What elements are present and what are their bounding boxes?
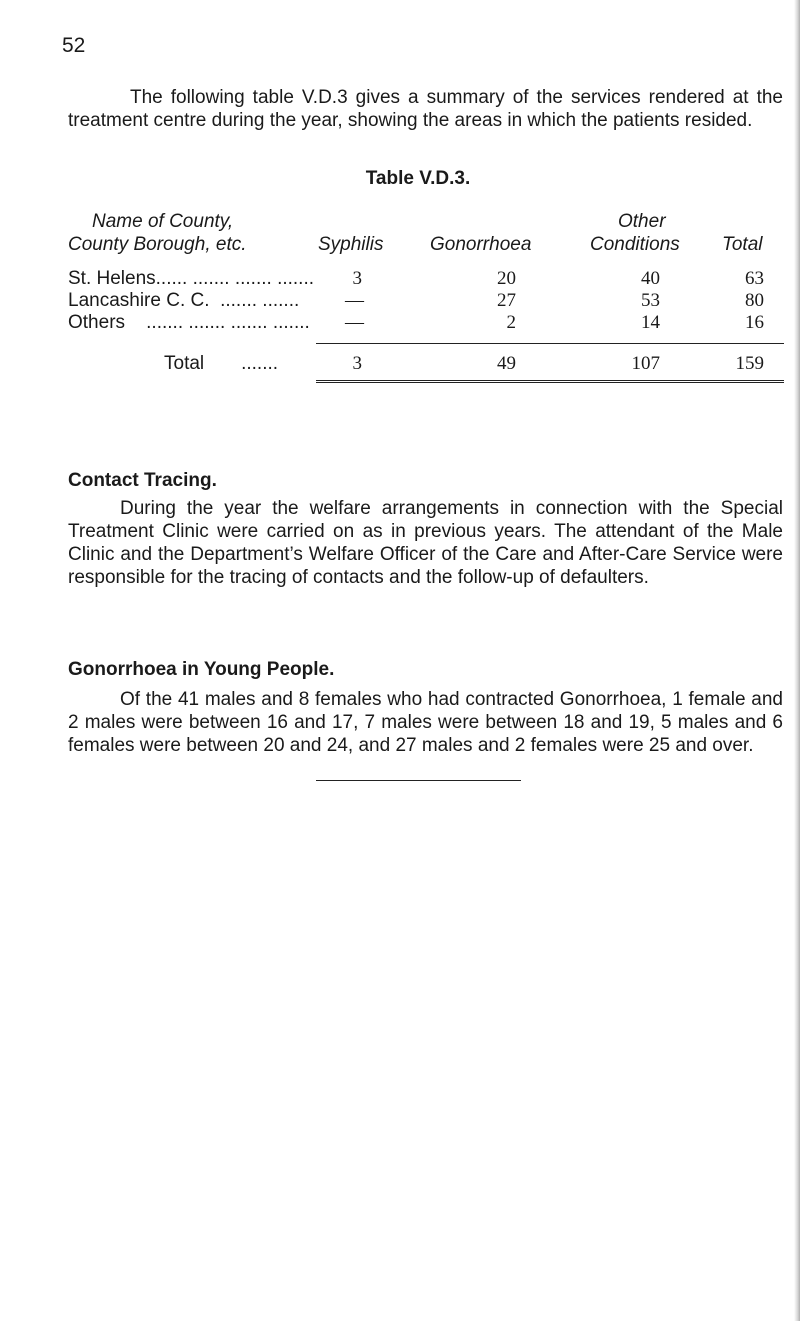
cell-gonorrhoea: 2 <box>506 312 516 333</box>
intro-paragraph: The following table V.D.3 gives a summary of the services rendered at the treatment centre during the year, showing the areas in which the patients resided. <box>68 87 783 131</box>
total-syphilis: 3 <box>352 353 362 374</box>
header-other-line2: Conditions <box>590 234 680 255</box>
contact-tracing-heading: Contact Tracing. <box>68 470 217 491</box>
header-syphilis: Syphilis <box>318 234 384 255</box>
leader-dots: ....... ....... ....... ....... <box>146 312 310 333</box>
leader-dots: ....... ....... <box>220 290 300 311</box>
header-name-line1: Name of County, <box>92 211 234 232</box>
total-top-rule <box>316 343 784 344</box>
total-label: Total <box>164 353 205 374</box>
contact-tracing-paragraph: During the year the welfare arrangements in connection with the Special Treatment Clinic were carried on as in previous years. The attendant of the Male Clinic and the Department’s Welfare Officer of the Care and After-Care Service were responsible for the tracing of contacts and the follow-up of defaulters. <box>68 498 783 588</box>
total-bottom-rule <box>316 380 784 383</box>
header-name-line2: County Borough, etc. <box>68 234 247 255</box>
cell-total: 63 <box>745 268 764 289</box>
header-total: Total <box>722 234 763 255</box>
total-total: 159 <box>735 353 764 374</box>
end-rule <box>316 780 521 781</box>
cell-syphilis: — <box>345 312 364 333</box>
leader-dots: ....... <box>241 353 279 374</box>
cell-total: 80 <box>745 290 764 311</box>
leader-dots: ...... ....... ....... ....... <box>155 268 315 289</box>
cell-gonorrhoea: 27 <box>497 290 516 311</box>
row-name: Others <box>68 312 126 333</box>
cell-gonorrhoea: 20 <box>497 268 516 289</box>
header-gonorrhoea: Gonorrhoea <box>430 234 532 255</box>
row-name: St. Helens <box>68 268 156 289</box>
gonorrhoea-young-paragraph: Of the 41 males and 8 females who had contracted Gonorrhoea, 1 female and 2 males were between 16 and 17, 7 males were between 18 and 19, 5 males and 6 females were between 20 and 24, and 27 males and 2 females were 25 and over. <box>68 689 783 756</box>
cell-syphilis: — <box>345 290 364 311</box>
total-other: 107 <box>631 353 660 374</box>
cell-other: 14 <box>641 312 660 333</box>
cell-total: 16 <box>745 312 764 333</box>
total-gonorrhoea: 49 <box>497 353 516 374</box>
cell-other: 53 <box>641 290 660 311</box>
cell-syphilis: 3 <box>352 268 362 289</box>
header-other-line1: Other <box>618 211 666 232</box>
cell-other: 40 <box>641 268 660 289</box>
table-title: Table V.D.3. <box>365 168 471 189</box>
page-number: 52 <box>62 34 86 57</box>
page-edge-shadow <box>794 0 800 1321</box>
row-name: Lancashire C. C. <box>68 290 210 311</box>
gonorrhoea-young-heading: Gonorrhoea in Young People. <box>68 659 335 680</box>
